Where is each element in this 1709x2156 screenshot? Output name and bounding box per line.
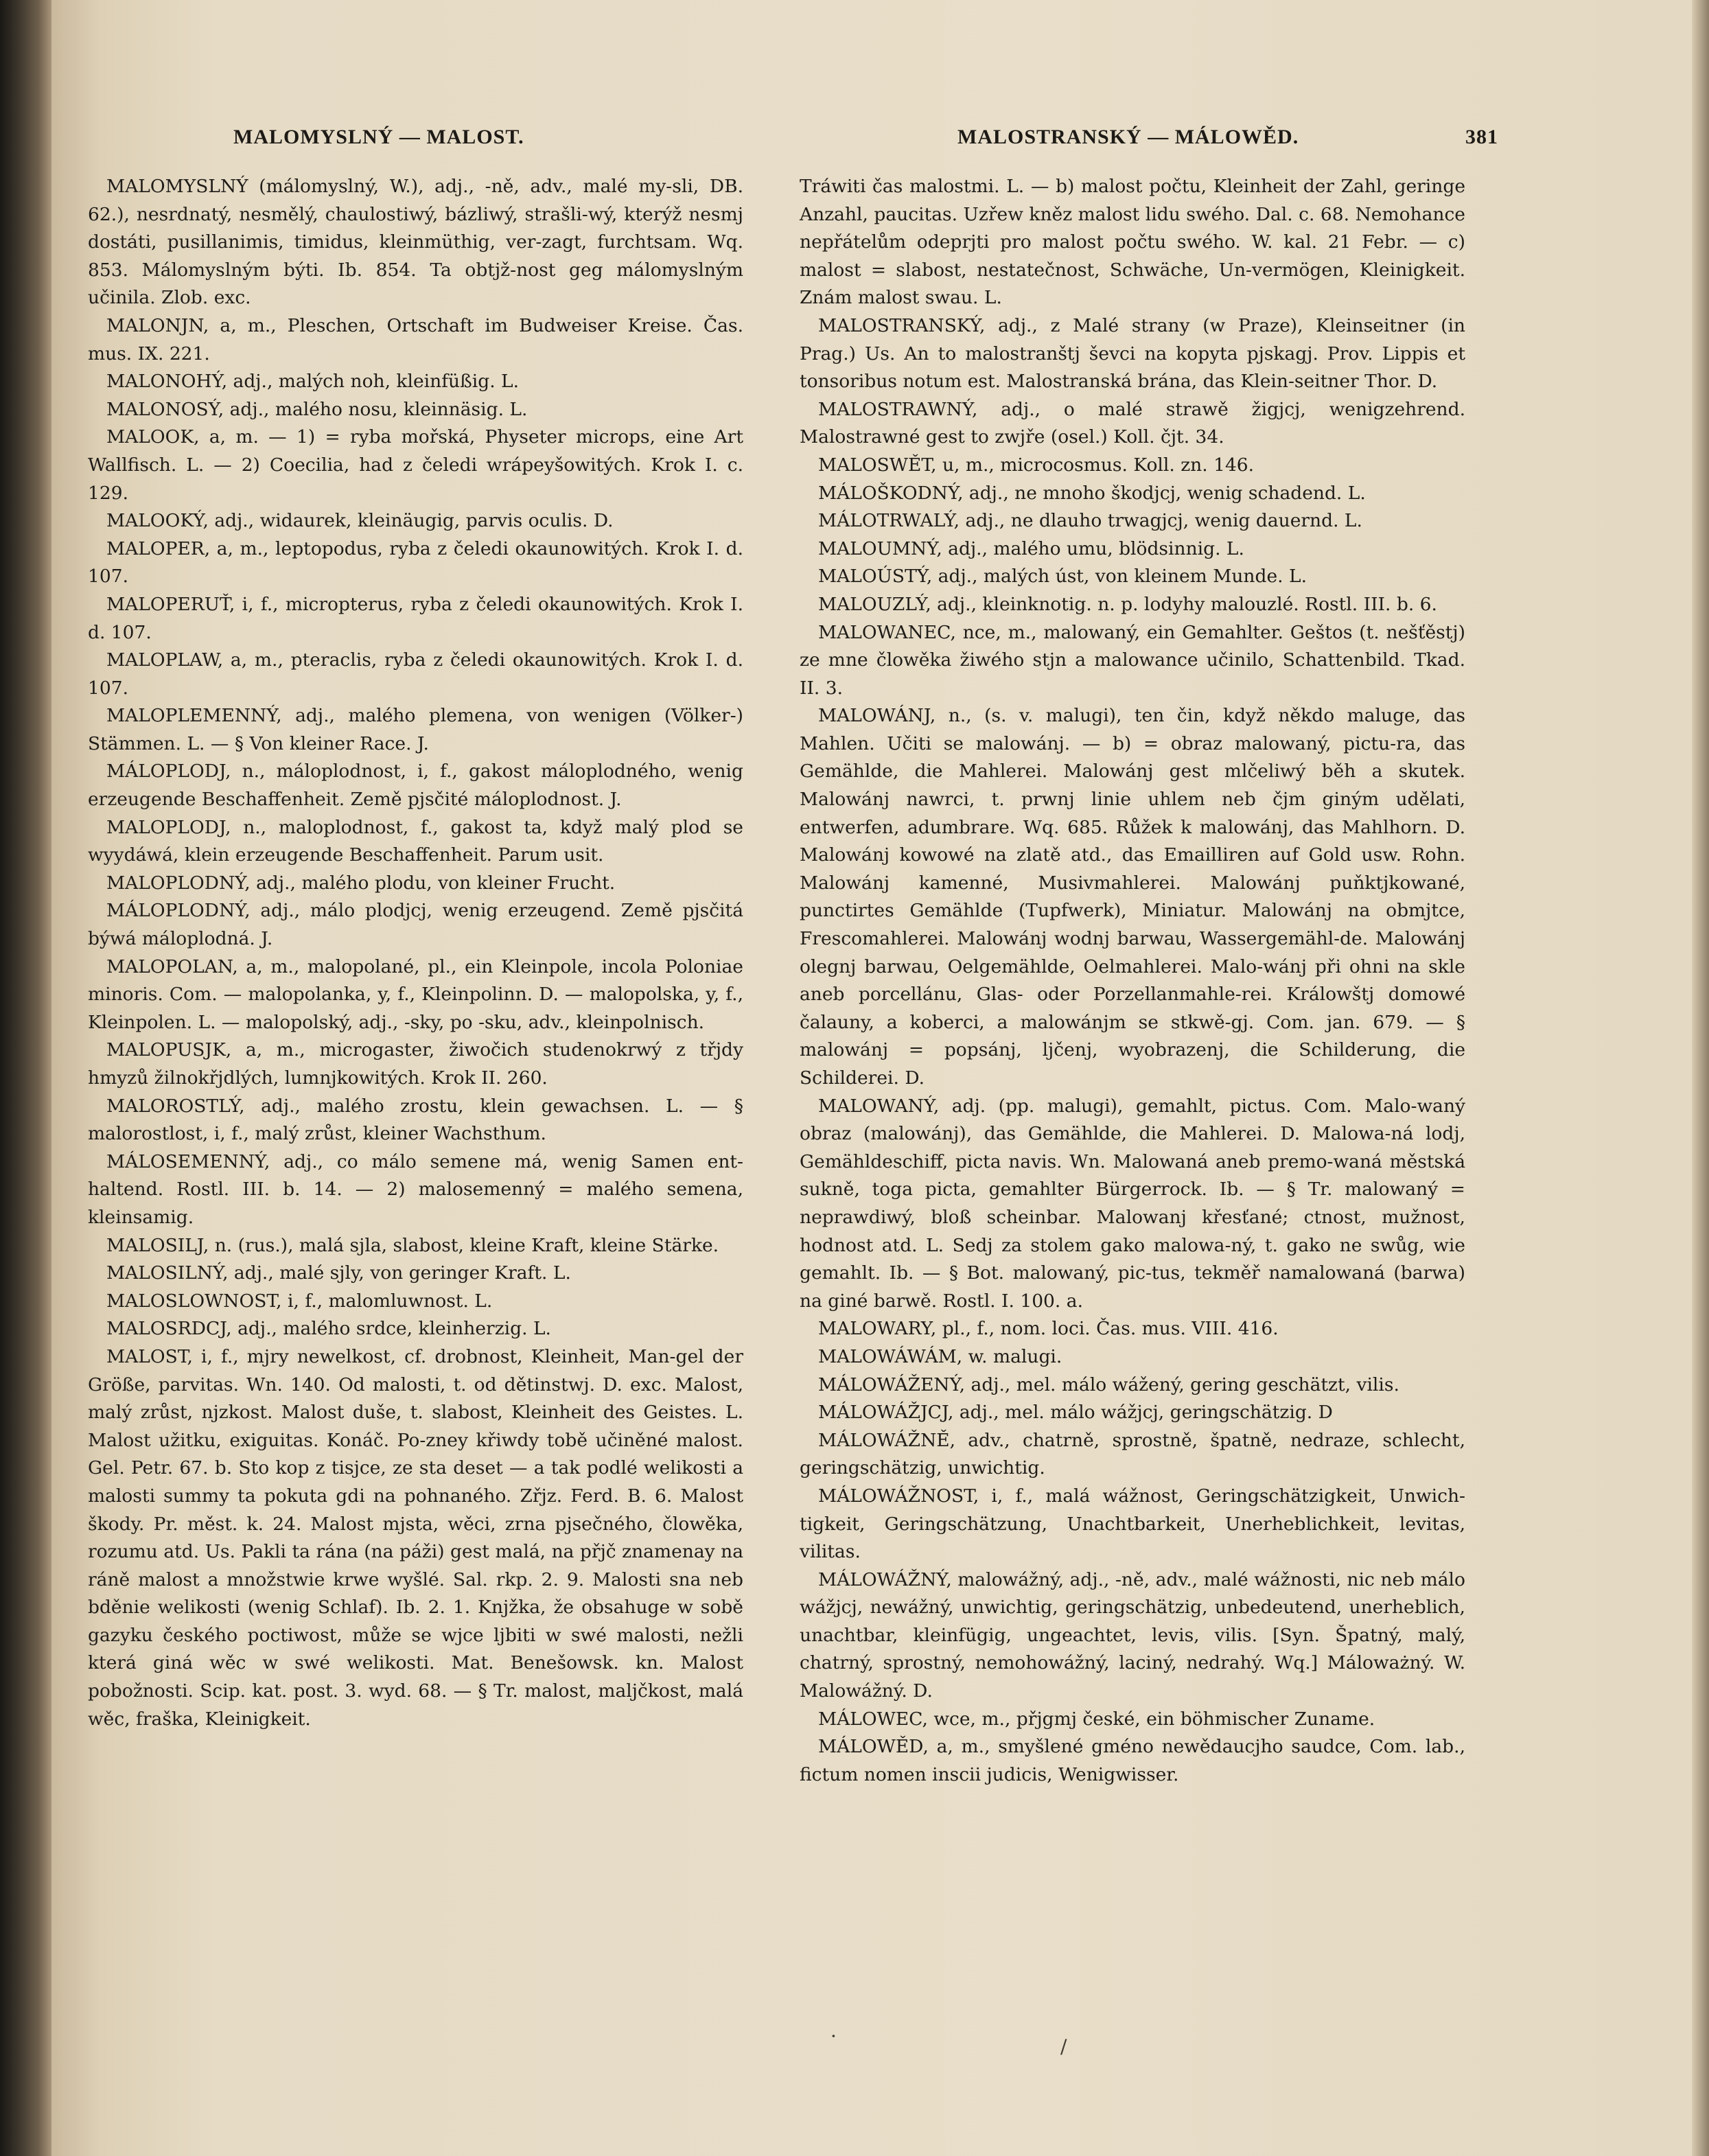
entry-malouzly: MALOUZLÝ, adj., kleinknotig. n. p. lodyhy malouzlé. Rostl. III. b. 6. — [818, 593, 1437, 615]
right-column — [800, 173, 1465, 1789]
entry-maloperut: MALOPERUŤ, i, f., micropterus, ryba z čeledi okaunowitých. Krok I. d. 107. — [88, 593, 743, 643]
entry-malooky: MALOOKÝ, adj., widaurek, kleinäugig, parvis oculis. D. — [106, 510, 614, 532]
entry-malowany: MALOWANÝ, adj. (pp. malugi), gemahlt, pictus. Com. Malo-waný obraz (malowánj), das Gemählde, die Mahlerei. D. Malowa-ná lodj, Gemähldeschiff, picta navis. Wn. Malowaná aneb premo-waná městská sukně, toga picta, gemahlter Bürgerrock. Ib. — § Tr. malowaný = neprawdiwý, bloß scheinbar. Malowanj křesťané; ctnost, mužnost, hodnost atd. L. Sedj za stolem gako malowa-ný, t. gako ne swůg, wie gemahlt. Ib. — § Bot. malowaný, pic-tus, tekměř namalowaná (barwa) na giné barwě. Rostl. I. 100. a. — [800, 1095, 1465, 1312]
entry-malosrdcj: MALOSRDCJ, adj., malého srdce, kleinherzig. L. — [106, 1318, 551, 1340]
entry-malonosy: MALONOSÝ, adj., malého nosu, kleinnäsig. L. — [106, 398, 528, 420]
entry-malostransky: MALOSTRANSKÝ, adj., z Malé strany (w Praze), Kleinseitner (in Prag.) Us. An to malostranštj ševci na kopyta pjskagj. Prov. Lippis et tonsoribus notum est. Malostranská brána, das Klein-seitner Thor. D. — [800, 314, 1465, 393]
entry-maloplemenny: MALOPLEMENNÝ, adj., malého plemena, von wenigen (Völker-) Stämmen. L. — § Von kleiner Race. J. — [88, 705, 743, 754]
entry-maloslownost: MALOSLOWNOST, i, f., malomluwnost. L. — [106, 1290, 493, 1312]
entry-maloplaw: MALOPLAW, a, m., pteraclis, ryba z čeledi okaunowitých. Krok I. d. 107. — [88, 649, 743, 699]
running-header-left: MALOMYSLNÝ — MALOST. — [233, 126, 524, 148]
ink-speck-mark: · — [830, 2025, 837, 2048]
entry-maloumny: MALOUMNÝ, adj., malého umu, blödsinnig. L. — [818, 537, 1244, 559]
entry-malowec: MÁLOWEC, wce, m., přjgmj české, ein böhmischer Zuname. — [818, 1708, 1375, 1730]
entry-malotrwaly: MÁLOTRWALÝ, adj., ne dlauho trwagjcj, wenig dauernd. L. — [818, 510, 1362, 532]
entry-malost: MALOST, i, f., mjry newelkost, cf. drobnost, Kleinheit, Man-gel der Größe, parvitas. Wn. 140. Od malosti, t. od dětinstwj. D. exc. Malost, malý zrůst, njzkost. Malost duše, t. slabost, Kleinheit des Geistes. L. Malost užitku, exiguitas. Konáč. Po-zney křiwdy tobě učiněné malost. Gel. Petr. 67. b. Sto kop z tisjce, ze sta deset — a tak podlé welikosti a malosti summy ta pokuta gdi na pohnaného. Zřjz. Ferd. B. 6. Malost škody. Pr. měst. k. 24. Malost mjsta, wěci, zrna pjsečného, člowěka, rozumu atd. Us. Pakli ta rána (na páži) gest malá, na přjč znamenay na ráně malost a množstwie krwe wyšlé. Sal. rkp. 2. 9. Malosti sna neb bděnie welikosti (wenig Schlaf). Ib. 2. 1. Knjžka, že obsahuge w sobě gazyku českého poctiwost, může se wjce ljbiti w swé malosti, nežli která giná wěc w swé welikosti. Mat. Benešowsk. kn. Malost pobožnosti. Scip. kat. post. 3. wyd. 68. — § Tr. malost, maljčkost, malá wěc, fraška, Kleinigkeit. — [88, 1345, 743, 1730]
entry-malosilj: MALOSILJ, n. (rus.), malá sjla, slabost, kleine Kraft, kleine Stärke. — [106, 1234, 719, 1256]
book-spine-shadow — [0, 0, 51, 2156]
entry-malonohy: MALONOHÝ, adj., malých noh, kleinfüßig. L. — [106, 371, 520, 393]
left-column — [88, 173, 743, 1733]
entry-malowed: MÁLOWĚD, a, m., smyšlené gméno newědaucjho saudce, Com. lab., fictum nomen inscii judicis, Wenigwisser. — [800, 1736, 1465, 1785]
entry-maloskodny: MÁLOŠKODNÝ, adj., ne mnoho škodjcj, wenig schadend. L. — [818, 482, 1366, 504]
entry-malopolan: MALOPOLAN, a, m., malopolané, pl., ein Kleinpole, incola Poloniae minoris. Com. — malopolanka, y, f., Kleinpolinn. D. — malopolska, y, f., Kleinpolen. L. — malopolský, adj., -sky, po -sku, adv., kleinpolnisch. — [88, 955, 743, 1033]
entry-malopusjk: MALOPUSJK, a, m., microgaster, žiwočich studenokrwý z třjdy hmyzů žilnokřjdlých, lumnjkowitých. Krok II. 260. — [88, 1039, 743, 1089]
page-number: 381 — [1465, 126, 1498, 148]
entry-malonjn: MALONJN, a, m., Pleschen, Ortschaft im Budweiser Kreise. Čas. mus. IX. 221. — [88, 314, 743, 364]
pencil-stroke-mark: / — [1060, 2035, 1067, 2058]
entry-maloplodj-1: MÁLOPLODJ, n., máloplodnost, i, f., gakost máloplodného, wenig erzeugende Beschaffenheit. Země pjsčité máloplodnost. J. — [88, 761, 743, 811]
entry-malowanec: MALOWANEC, nce, m., malowaný, ein Gemahlter. Geštos (t. nešťěstj) ze mne člowěka žiwého stjn a malowance učinilo, Schattenbild. Tkad. II. 3. — [800, 621, 1465, 699]
entry-maloplodny-2: MÁLOPLODNÝ, adj., málo plodjcj, wenig erzeugend. Země pjsčitá býwá máloplodná. J. — [88, 900, 743, 950]
entry-malook: MALOOK, a, m. — 1) = ryba mořská, Physeter microps, eine Art Wallfisch. L. — 2) Coecilia, had z čeledi wrápeyšowitých. Krok I. c. 129. — [88, 426, 743, 504]
entry-malowazne: MÁLOWÁŽNĚ, adv., chatrně, sprostně, špatně, nedraze, schlecht, geringschätzig, unwichtig. — [800, 1429, 1465, 1479]
entry-malowanj: MALOWÁNJ, n., (s. v. malugi), ten čin, když někdo maluge, das Mahlen. Učiti se malowánj. — b) = obraz malowaný, pictu-ra, das Gemählde, die Mahlerei. Malowánj gest mlčeliwý běh a skutek. Malowánj nawrci, t. prwnj linie uhlem neb čjm giným udělati, entwerfen, adumbrare. Wq. 685. Růžek k malowánj, das Mahlhorn. D. Malowánj kowowé na zlatě atd., das Emailliren auf Gold usw. Rohn. Malowánj kamenné, Musivmahlerei. Malowánj puňktjkowané, punctirtes Gemählde (Tupfwerk), Miniatur. Malowánj na obmjtce, Frescomahlerei. Malowánj wodnj barwau, Wassergemähl-de. Malowánj olegnj barwau, Oelgemählde, Oelmahlerei. Malo-wánj při ohni na skle aneb porcellánu, Glas- oder Porzellanmahle-rei. Králowštj domowé čalauny, a koberci, a malowánjm se stkwě-gj. Com. jan. 679. — § malowánj = popsánj, ljčenj, wyobrazenj, die Schilderung, die Schilderei. D. — [800, 705, 1465, 1089]
entry-malowaznost: MÁLOWÁŽNOST, i, f., malá wážnost, Geringschätzigkeit, Unwich-tigkeit, Geringschätzung, Unachtbarkeit, Unerheblichkeit, levitas, vilitas. — [800, 1485, 1465, 1563]
entry-malowary: MALOWARY, pl., f., nom. loci. Čas. mus. VIII. 416. — [818, 1318, 1279, 1340]
entry-malostrawny: MALOSTRAWNÝ, adj., o malé strawě žigjcj, wenigzehrend. Malostrawné gest to zwjře (osel.) Koll. čjt. 34. — [800, 398, 1465, 448]
entry-malowazeny: MÁLOWÁŽENÝ, adj., mel. málo wážený, gering geschätzt, vilis. — [818, 1373, 1399, 1395]
entry-malousty: MALOÚSTÝ, adj., malých úst, von kleinem Munde. L. — [818, 566, 1307, 588]
entry-malost-continued: Tráwiti čas malostmi. L. — b) malost počtu, Kleinheit der Zahl, geringe Anzahl, paucitas. Uzřew kněz malost lidu swého. Dal. c. 68. Nemohance nepřátelům odeprjti pro malost počtu swého. W. kal. 21 Febr. — c) malost = slabost, nestatečnost, Schwäche, Un-vermögen, Kleinigkeit. Znám malost swau. L. — [800, 176, 1465, 309]
entry-maloswet: MALOSWĚT, u, m., microcosmus. Koll. zn. 146. — [818, 454, 1255, 476]
entry-malomyslny: MALOMYSLNÝ (málomyslný, W.), adj., -ně, adv., malé my-sli, DB. 62.), nesrdnatý, nesmělý, chaulostiwý, bázliwý, strašli-wý, kterýž nesmj dostáti, pusillanimis, timidus, kleinmüthig, ver-zagt, furchtsam. Wq. 853. Málomyslným býti. Ib. 854. Ta obtjž-nost geg málomyslným učinila. Zlob. exc. — [88, 176, 743, 309]
entry-maloplodj-2: MALOPLODJ, n., maloplodnost, f., gakost ta, když malý plod se wyydáwá, klein erzeugende Beschaffenheit. Parum usit. — [88, 816, 743, 866]
entry-maloplodny-1: MALOPLODNÝ, adj., malého plodu, von kleiner Frucht. — [106, 872, 616, 894]
entry-malowazny: MÁLOWÁŽNÝ, malowážný, adj., -ně, adv., malé wážnosti, nic neb málo wážjcj, newážný, unwichtig, geringschätzig, unbedeutend, unerheblich, unachtbar, kleinfügig, ungeachtet, levis, vilis. [Syn. Špatný, malý, chatrný, sprostný, nemohowážný, laciný, nedrahý. Wq.] Máloważný. W. Malowážný. D. — [800, 1568, 1465, 1702]
entry-malosemenny: MÁLOSEMENNÝ, adj., co málo semene má, wenig Samen ent-haltend. Rostl. III. b. 14. — 2) malosemenný = malého semena, kleinsamig. — [88, 1150, 743, 1228]
page-edge-shadow — [1692, 0, 1709, 2156]
entry-malowawam: MALOWÁWÁM, w. malugi. — [818, 1345, 1062, 1367]
entry-malosilny: MALOSILNÝ, adj., malé sjly, von geringer Kraft. L. — [106, 1262, 571, 1284]
entry-malorostly: MALOROSTLÝ, adj., malého zrostu, klein gewachsen. L. — § malorostlost, i, f., malý zrůst, kleiner Wachsthum. — [88, 1095, 743, 1145]
running-header-right: MALOSTRANSKÝ — MÁLOWĚD. — [957, 126, 1299, 148]
entry-malowazjcj: MÁLOWÁŽJCJ, adj., mel. málo wážjcj, geringschätzig. D — [818, 1402, 1333, 1424]
entry-maloper: MALOPER, a, m., leptopodus, ryba z čeledi okaunowitých. Krok I. d. 107. — [88, 537, 743, 588]
